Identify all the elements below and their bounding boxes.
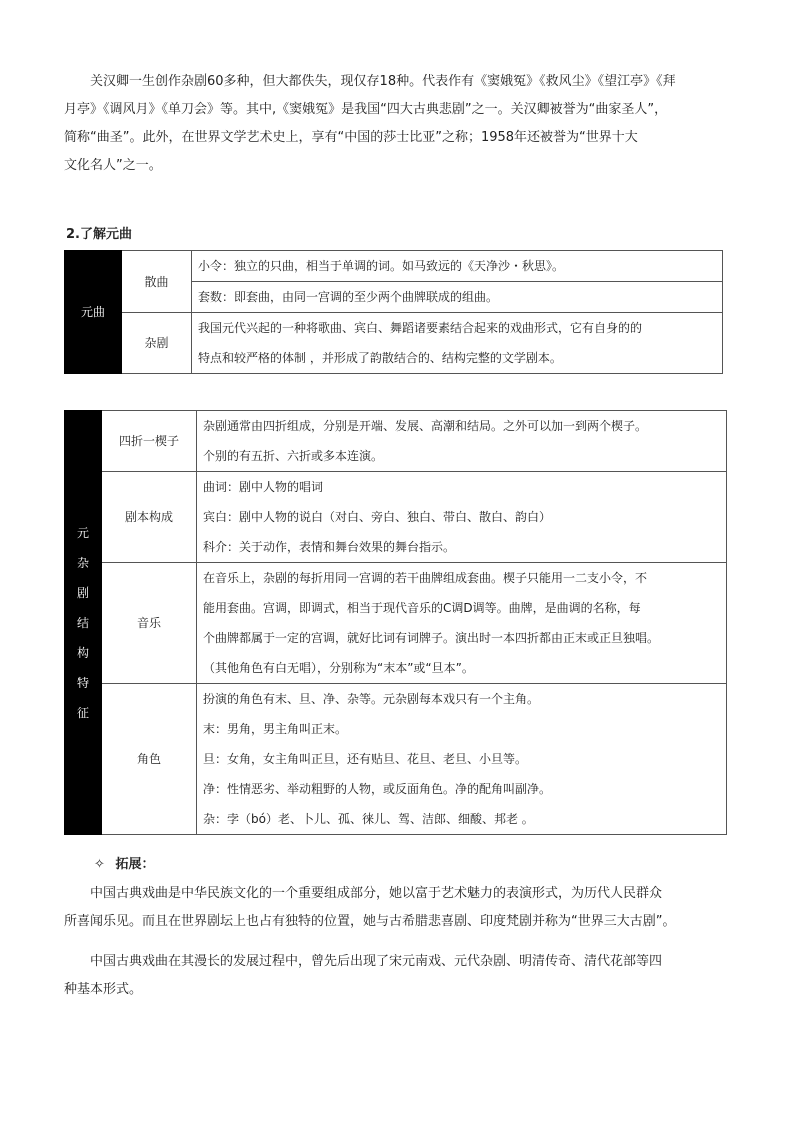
- zaju-label: 杂剧: [144, 336, 169, 350]
- root-char: 构: [76, 645, 89, 660]
- zaju-content-cell: [192, 313, 723, 374]
- juese-label: 角色: [136, 752, 161, 766]
- content-line: 末：男角，男主角叫正末。: [203, 722, 348, 736]
- juese-label-cell: [102, 684, 197, 835]
- content-line: 杂：孛（bó）老、卜儿、孤、徕儿、驾、洁郎、细酸、邦老 。: [203, 812, 534, 826]
- sizhe-label: 四折一楔子: [118, 434, 179, 448]
- content-line: 能用套曲。宫调，即调式，相当于现代音乐的C调D调等。曲牌，是曲调的名称，每: [203, 601, 641, 615]
- content-line: （其他角色有白无唱），分别称为“末本”或“旦本”。: [203, 661, 474, 675]
- juben-content-cell: [197, 472, 727, 563]
- intro-line: 月亭》《调风月》《单刀会》等。其中,《窦娥冤》是我国“四大古典悲剧”之一。关汉卿被誉为“曲家圣人”，: [64, 102, 668, 117]
- intro-line: 简称“曲圣”。此外，在世界文学艺术史上，享有“中国的莎士比亚”之称；1958年还被誉为“世界十大: [64, 130, 638, 145]
- ext-line: 种基本形式。: [64, 982, 143, 997]
- table2-root-cell: [65, 411, 102, 835]
- juben-label: 剧本构成: [124, 510, 173, 524]
- juben-label-cell: [102, 472, 197, 563]
- sanqu-label-cell: [122, 251, 192, 313]
- content-line: 旦：女角，女主角叫正旦，还有贴旦、花旦、老旦、小旦等。: [203, 752, 528, 766]
- content-line: 宾白：剧中人物的说白（对白、旁白、独白、带白、散白、韵白）: [203, 510, 552, 524]
- intro-line: 关汉卿一生创作杂剧60多种，但大都佚失，现仅存18种。代表作有《窦娥冤》《救风尘》《望江亭》《拜: [90, 74, 676, 89]
- sanqu-taoshu-cell: [192, 282, 723, 313]
- content-line: 科介：关于动作，表情和舞台效果的舞台指示。: [203, 540, 456, 554]
- sizhe-label-cell: [102, 411, 197, 472]
- root-char: 杂: [76, 555, 89, 570]
- ext-line: 所喜闻乐见。而且在世界剧坛上也占有独特的位置，她与古希腊悲喜剧、印度梵剧并称为“世界三大古剧”。: [64, 914, 676, 929]
- content-line: 小令：独立的只曲，相当于单调的词。如马致远的《天净沙・秋思》。: [198, 259, 565, 273]
- section-heading: 2.了解元曲: [66, 227, 132, 242]
- zaju-structure-table: [64, 410, 727, 835]
- extension-paragraph-2: [64, 948, 728, 1004]
- content-line: 套数：即套曲，由同一宫调的至少两个曲牌联成的组曲。: [198, 290, 499, 304]
- yinyue-label: 音乐: [136, 616, 161, 630]
- intro-line: 文化名人”之一。: [64, 158, 162, 173]
- zaju-label-cell: [122, 313, 192, 374]
- intro-paragraph: [64, 68, 728, 180]
- yuanqu-table: [64, 250, 723, 374]
- yinyue-label-cell: [102, 563, 197, 684]
- table1-root-cell: [65, 251, 122, 374]
- content-line: 曲词：剧中人物的唱词: [203, 480, 324, 494]
- content-line: 特点和较严格的体制 ，并形成了韵散结合的、结构完整的文学剧本。: [198, 351, 562, 365]
- table1-root-label: 元曲: [80, 305, 105, 319]
- sanqu-label: 散曲: [144, 274, 169, 289]
- content-line: 净：性情恶劣、举动粗野的人物，或反面角色。净的配角叫副净。: [203, 782, 552, 796]
- juese-content-cell: [197, 684, 727, 835]
- ext-line: 中国古典戏曲在其漫长的发展过程中，曾先后出现了宋元南戏、元代杂剧、明清传奇、清代花部等四: [90, 954, 663, 969]
- ext-line: 中国古典戏曲是中华民族文化的一个重要组成部分，她以富于艺术魅力的表演形式，为历代人民群众: [90, 886, 663, 901]
- content-line: 我国元代兴起的一种将歌曲、宾白、舞蹈诸要素结合起来的戏曲形式，它有自身的的: [198, 321, 643, 335]
- yinyue-content-cell: [197, 563, 727, 684]
- root-char: 元: [76, 525, 89, 540]
- extension-heading: [94, 855, 154, 875]
- root-char: 特: [76, 675, 89, 690]
- root-char: 结: [76, 615, 89, 630]
- diamond-icon: ✧: [94, 857, 105, 872]
- content-line: 扮演的角色有末、旦、净、杂等。元杂剧每本戏只有一个主角。: [203, 692, 540, 706]
- extension-paragraph-1: [64, 880, 728, 936]
- content-line: 杂剧通常由四折组成，分别是开端、发展、高潮和结局。之外可以加一到两个楔子。: [203, 419, 648, 433]
- content-line: 在音乐上，杂剧的每折用同一宫调的若干曲牌组成套曲。楔子只能用一二支小令，不: [203, 571, 648, 585]
- root-char: 征: [76, 705, 89, 720]
- root-char: 剧: [76, 585, 89, 600]
- content-line: 个曲牌都属于一定的宫调，就好比词有词牌子。演出时一本四折都由正末或正旦独唱。: [203, 631, 660, 645]
- sanqu-xiaoling-cell: [192, 251, 723, 282]
- content-line: 个别的有五折、六折或多本连演。: [203, 449, 384, 463]
- sizhe-content-cell: [197, 411, 727, 472]
- table2-root-label: [71, 518, 95, 728]
- extension-title: 拓展：: [115, 857, 155, 872]
